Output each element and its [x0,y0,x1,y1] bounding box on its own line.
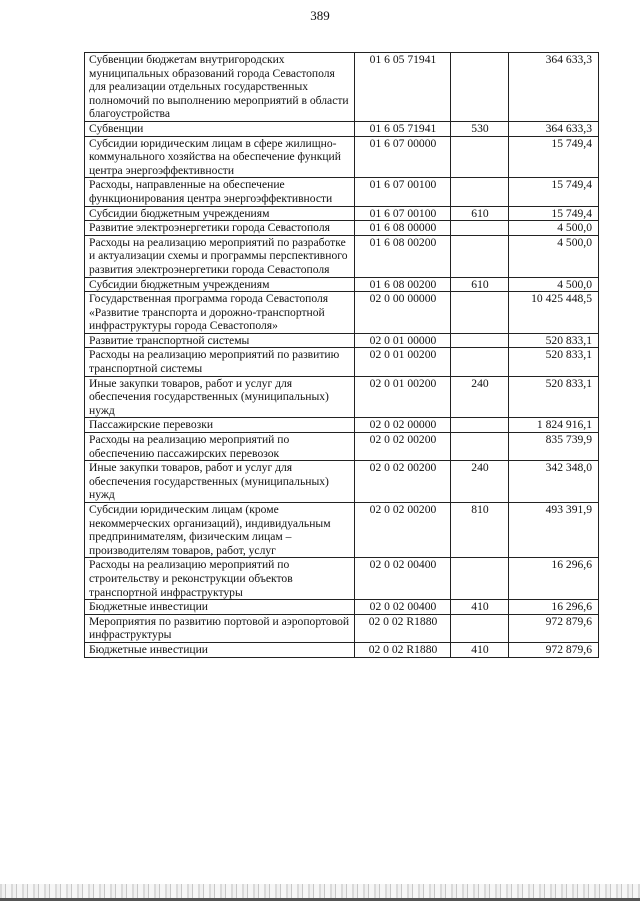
expense-type-cell: 410 [451,642,509,657]
target-code-cell: 02 0 01 00000 [355,333,451,348]
expense-type-cell [451,614,509,642]
amount-cell: 520 833,1 [509,348,599,376]
amount-cell: 835 739,9 [509,433,599,461]
expense-type-cell [451,221,509,236]
expense-name-cell: Расходы на реализацию мероприятий по строительству и реконструкции объектов транспортной инфраструктуры [85,558,355,600]
expense-name-cell: Иные закупки товаров, работ и услуг для обеспечения государственных (муниципальных) нужд [85,461,355,503]
amount-cell: 4 500,0 [509,235,599,277]
target-code-cell: 02 0 02 00200 [355,433,451,461]
expense-name-cell: Пассажирские перевозки [85,418,355,433]
expense-name-cell: Расходы на реализацию мероприятий по разработке и актуализации схемы и программы перспективного развития электроэнергетики города Севастополя [85,235,355,277]
target-code-cell: 02 0 02 R1880 [355,642,451,657]
target-code-cell: 02 0 02 R1880 [355,614,451,642]
expense-type-cell: 610 [451,206,509,221]
scan-edge-noise [0,884,640,898]
expense-name-cell: Субсидии бюджетным учреждениям [85,277,355,292]
table-row [85,376,599,418]
expense-type-cell: 810 [451,503,509,558]
table-row [85,206,599,221]
amount-cell: 1 824 916,1 [509,418,599,433]
target-code-cell: 02 0 02 00200 [355,503,451,558]
scan-bottom-edge [0,898,640,901]
target-code-cell: 01 6 08 00200 [355,235,451,277]
amount-cell: 16 296,6 [509,600,599,615]
table-row [85,121,599,136]
expense-type-cell [451,292,509,334]
expense-type-cell [451,348,509,376]
amount-cell: 972 879,6 [509,614,599,642]
target-code-cell: 02 0 02 00200 [355,461,451,503]
amount-cell: 4 500,0 [509,221,599,236]
table-row [85,461,599,503]
target-code-cell: 01 6 08 00000 [355,221,451,236]
target-code-cell: 01 6 07 00100 [355,206,451,221]
table-row [85,277,599,292]
expense-name-cell: Субсидии юридическим лицам в сфере жилищно-коммунального хозяйства на обеспечение функций центра энергоэффективности [85,136,355,178]
table-body [85,53,599,658]
table-row [85,235,599,277]
table-row [85,136,599,178]
expense-name-cell: Расходы на реализацию мероприятий по обеспечению пассажирских перевозок [85,433,355,461]
expense-name-cell: Государственная программа города Севастополя «Развитие транспорта и дорожно-транспортной инфраструктуры города Севастополя» [85,292,355,334]
expense-type-cell [451,558,509,600]
amount-cell: 16 296,6 [509,558,599,600]
amount-cell: 4 500,0 [509,277,599,292]
expense-type-cell [451,418,509,433]
expense-type-cell: 410 [451,600,509,615]
table-row [85,292,599,334]
target-code-cell: 02 0 01 00200 [355,376,451,418]
expense-name-cell: Субсидии бюджетным учреждениям [85,206,355,221]
table-row [85,333,599,348]
expense-name-cell: Расходы, направленные на обеспечение функционирования центра энергоэффективности [85,178,355,206]
table-row [85,178,599,206]
expense-name-cell: Иные закупки товаров, работ и услуг для обеспечения государственных (муниципальных) нужд [85,376,355,418]
target-code-cell: 01 6 05 71941 [355,121,451,136]
target-code-cell: 02 0 02 00400 [355,558,451,600]
expense-type-cell [451,433,509,461]
amount-cell: 10 425 448,5 [509,292,599,334]
expense-type-cell [451,178,509,206]
table-row [85,221,599,236]
expense-name-cell: Бюджетные инвестиции [85,600,355,615]
expense-type-cell [451,333,509,348]
budget-table [84,52,599,658]
target-code-cell: 02 0 01 00200 [355,348,451,376]
table-row [85,600,599,615]
expense-name-cell: Развитие электроэнергетики города Севастополя [85,221,355,236]
expense-type-cell: 530 [451,121,509,136]
expense-name-cell: Мероприятия по развитию портовой и аэропортовой инфраструктуры [85,614,355,642]
table-row [85,53,599,122]
amount-cell: 364 633,3 [509,53,599,122]
amount-cell: 342 348,0 [509,461,599,503]
target-code-cell: 01 6 07 00100 [355,178,451,206]
amount-cell: 972 879,6 [509,642,599,657]
target-code-cell: 02 0 02 00400 [355,600,451,615]
expense-name-cell: Расходы на реализацию мероприятий по развитию транспортной системы [85,348,355,376]
amount-cell: 493 391,9 [509,503,599,558]
target-code-cell: 02 0 00 00000 [355,292,451,334]
expense-type-cell: 240 [451,376,509,418]
expense-name-cell: Развитие транспортной системы [85,333,355,348]
table-row [85,418,599,433]
table-row [85,558,599,600]
table-row [85,614,599,642]
target-code-cell: 01 6 05 71941 [355,53,451,122]
amount-cell: 520 833,1 [509,333,599,348]
amount-cell: 15 749,4 [509,178,599,206]
expense-name-cell: Субвенции [85,121,355,136]
expense-name-cell: Субсидии юридическим лицам (кроме некоммерческих организаций), индивидуальным предпринимателям, физическим лицам – производителям товаров, работ, услуг [85,503,355,558]
target-code-cell: 02 0 02 00000 [355,418,451,433]
expense-type-cell: 240 [451,461,509,503]
expense-name-cell: Бюджетные инвестиции [85,642,355,657]
amount-cell: 15 749,4 [509,136,599,178]
table-row [85,503,599,558]
expense-type-cell [451,53,509,122]
amount-cell: 15 749,4 [509,206,599,221]
page-number: 389 [310,8,330,23]
amount-cell: 520 833,1 [509,376,599,418]
amount-cell: 364 633,3 [509,121,599,136]
expense-type-cell: 610 [451,277,509,292]
expense-name-cell: Субвенции бюджетам внутригородских муниципальных образований города Севастополя для реализации отдельных государственных полномочий по выполнению мероприятий в области благоустройства [85,53,355,122]
target-code-cell: 01 6 08 00200 [355,277,451,292]
target-code-cell: 01 6 07 00000 [355,136,451,178]
table-row [85,348,599,376]
table-row [85,433,599,461]
expense-type-cell [451,136,509,178]
expense-type-cell [451,235,509,277]
table-row [85,642,599,657]
